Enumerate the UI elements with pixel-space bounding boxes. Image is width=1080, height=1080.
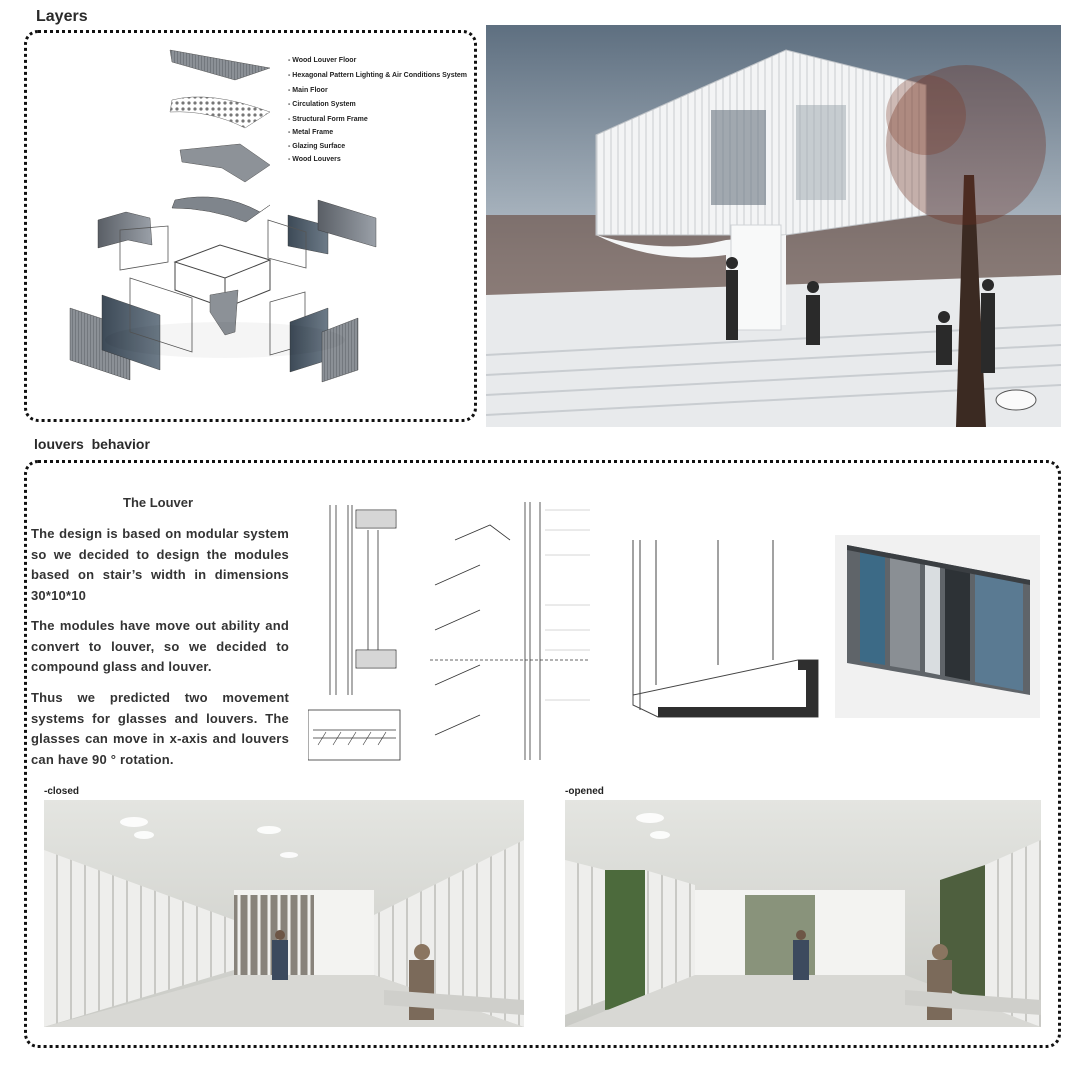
- legend-item: - Glazing Surface: [288, 143, 346, 150]
- sliding-panel-render: [835, 535, 1040, 718]
- legend-item: - Circulation System: [288, 101, 356, 108]
- exploded-layers-diagram: [60, 40, 390, 390]
- exterior-render-image: [486, 25, 1061, 427]
- legend-item: - Structural Form Frame: [288, 116, 368, 123]
- louver-rotation-drawing: [430, 500, 600, 762]
- legend-item: - Main Floor: [288, 87, 328, 94]
- legend-item: - Wood Louver Floor: [288, 57, 357, 64]
- frame-perspective-drawing: [628, 535, 823, 725]
- circulation-layer: [172, 197, 270, 222]
- louvers-section-title: louvers behavior: [34, 436, 150, 452]
- opened-interior-render: [565, 800, 1041, 1027]
- opened-caption: -opened: [565, 786, 604, 797]
- hexagonal-lighting-layer: [170, 97, 270, 128]
- wood-louver-floor-layer: [170, 50, 270, 80]
- legend-item: - Hexagonal Pattern Lighting & Air Conditions System: [288, 72, 468, 79]
- louver-heading: The Louver: [123, 495, 194, 510]
- metal-frame-left: [98, 212, 152, 248]
- louver-paragraph: The design is based on modular system so we decided to design the modules based on stair’s width in dimensions 30*10*10: [31, 526, 289, 603]
- main-floor-layer: [180, 144, 270, 182]
- louver-paragraph: Thus we predicted two movement systems for glasses and louvers. The glasses can move in x-axis and louvers can have 90 ° rotation.: [31, 690, 289, 767]
- legend-item: - Metal Frame: [288, 129, 334, 136]
- layers-section-title: Layers: [36, 8, 88, 25]
- legend-item: - Wood Louvers: [288, 156, 341, 163]
- louver-paragraph: The modules have move out ability and convert to louver, so we decided to compound glass and louver.: [31, 618, 289, 674]
- section-detail-drawing: [308, 500, 403, 765]
- closed-interior-render: [44, 800, 524, 1027]
- closed-caption: -closed: [44, 786, 80, 797]
